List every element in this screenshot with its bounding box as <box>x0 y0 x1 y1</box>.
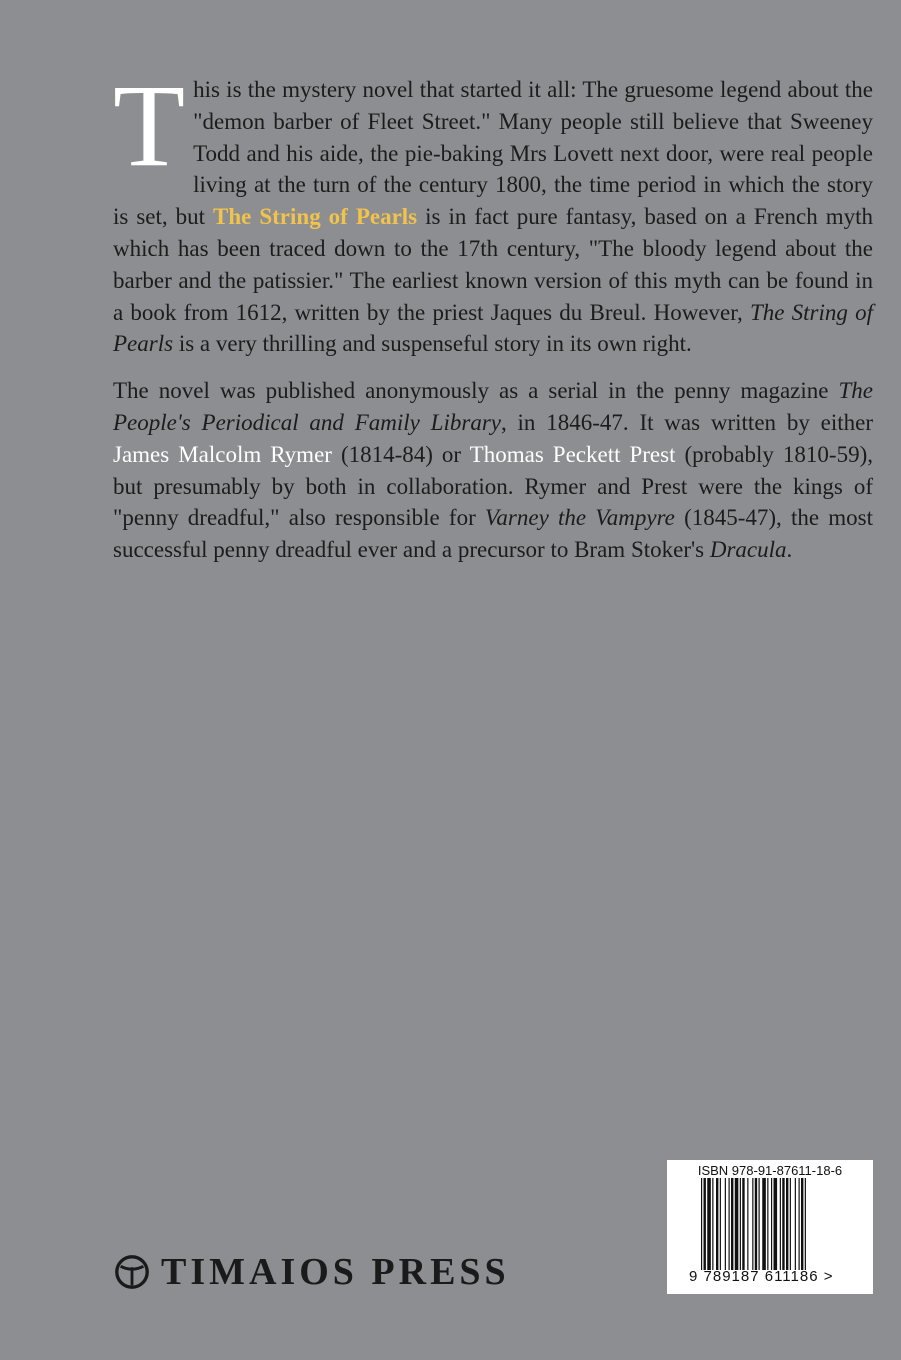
dracula-title: Dracula <box>709 537 787 563</box>
blurb-text: The novel was published anonymously as a serial in the penny magazine <box>113 378 839 404</box>
blurb-text: (1845-47), the most successful penny dreadful ever and a precursor to Bram Stoker's <box>113 505 874 563</box>
publisher-name: TIMAIOS PRESS <box>161 1251 510 1293</box>
barcode-arrow: > <box>823 1268 834 1285</box>
barcode-bar <box>747 1178 748 1270</box>
publisher-logo <box>113 1250 510 1294</box>
blurb-text: (1814-84) or <box>331 441 470 467</box>
barcode-bar <box>790 1178 791 1270</box>
isbn-barcode <box>667 1160 873 1294</box>
barcode-bar <box>752 1178 753 1270</box>
barcode-bar <box>767 1178 768 1270</box>
barcode-bar <box>799 1178 800 1270</box>
barcode-bars <box>701 1178 839 1270</box>
barcode-bar <box>759 1178 760 1270</box>
barcode-bar <box>805 1178 806 1270</box>
blurb-text: his is the mystery novel that started it all: The gruesome legend about the "demon barber of Fleet Street." Many people still believe that Sweeney Todd and his aide, the pie-baking Mrs Lovett next door, were real people living at the turn of the century 1800, the time period in which the story is set, but <box>113 77 873 230</box>
isbn-label: ISBN 978-91-87611-18-6 <box>697 1163 843 1178</box>
blurb-paragraph-2 <box>113 375 873 566</box>
barcode-bar <box>740 1178 741 1270</box>
barcode-bar <box>712 1178 713 1270</box>
drop-cap: T <box>113 60 186 191</box>
magazine-title: The People's Periodical and Family Library <box>113 378 873 435</box>
author-link-rymer[interactable]: James Malcolm Rymer <box>113 441 332 467</box>
blurb-paragraph-1 <box>113 60 874 360</box>
barcode-bar <box>780 1178 781 1270</box>
varney-title: Varney the Vampyre <box>484 505 675 531</box>
blurb-text: . <box>786 537 793 563</box>
blurb-text: (probably 1810-59), but presumably by both in collaboration. Rymer and Prest were the kings of "penny dreadful," also responsible for <box>113 441 873 531</box>
barcode-bar <box>755 1178 757 1270</box>
barcode-bar <box>735 1178 739 1270</box>
barcode-bar <box>704 1178 706 1270</box>
barcode-bar <box>725 1178 726 1270</box>
barcode-bar <box>729 1178 730 1270</box>
timaios-logo-icon <box>113 1253 151 1291</box>
barcode-bar <box>801 1178 803 1270</box>
barcode-bar <box>720 1178 721 1270</box>
barcode-bar <box>762 1178 766 1270</box>
title-italic: The String of Pearls <box>113 299 873 357</box>
barcode-bar <box>742 1178 744 1270</box>
blurb-text: , in 1846-47. It was written by either <box>500 409 873 435</box>
barcode-bar <box>701 1178 702 1270</box>
blurb-text: is a very thrilling and suspenseful story in its own right. <box>173 331 692 357</box>
barcode-bar <box>786 1178 788 1270</box>
barcode-bar <box>771 1178 772 1270</box>
barcode-digits <box>689 1268 865 1285</box>
barcode-digits-text: 9 789187 611186 <box>689 1268 819 1285</box>
barcode-bar <box>782 1178 784 1270</box>
title-link[interactable]: The String of Pearls <box>213 204 418 230</box>
barcode-bar <box>774 1178 778 1270</box>
blurb-text: is in fact pure fantasy, based on a French myth which has been traced down to the 17th century, "The bloody legend about the barber and the patissier." The earliest known version of this myth can be found in a book from 1612, written by the priest Jaques du Breul. However, <box>113 204 874 325</box>
barcode-bar <box>795 1178 796 1270</box>
back-cover-blurb <box>113 60 874 581</box>
barcode-bar <box>716 1178 718 1270</box>
barcode-bar <box>731 1178 733 1270</box>
author-link-prest[interactable]: Thomas Peckett Prest <box>469 441 676 467</box>
barcode-bar <box>707 1178 711 1270</box>
